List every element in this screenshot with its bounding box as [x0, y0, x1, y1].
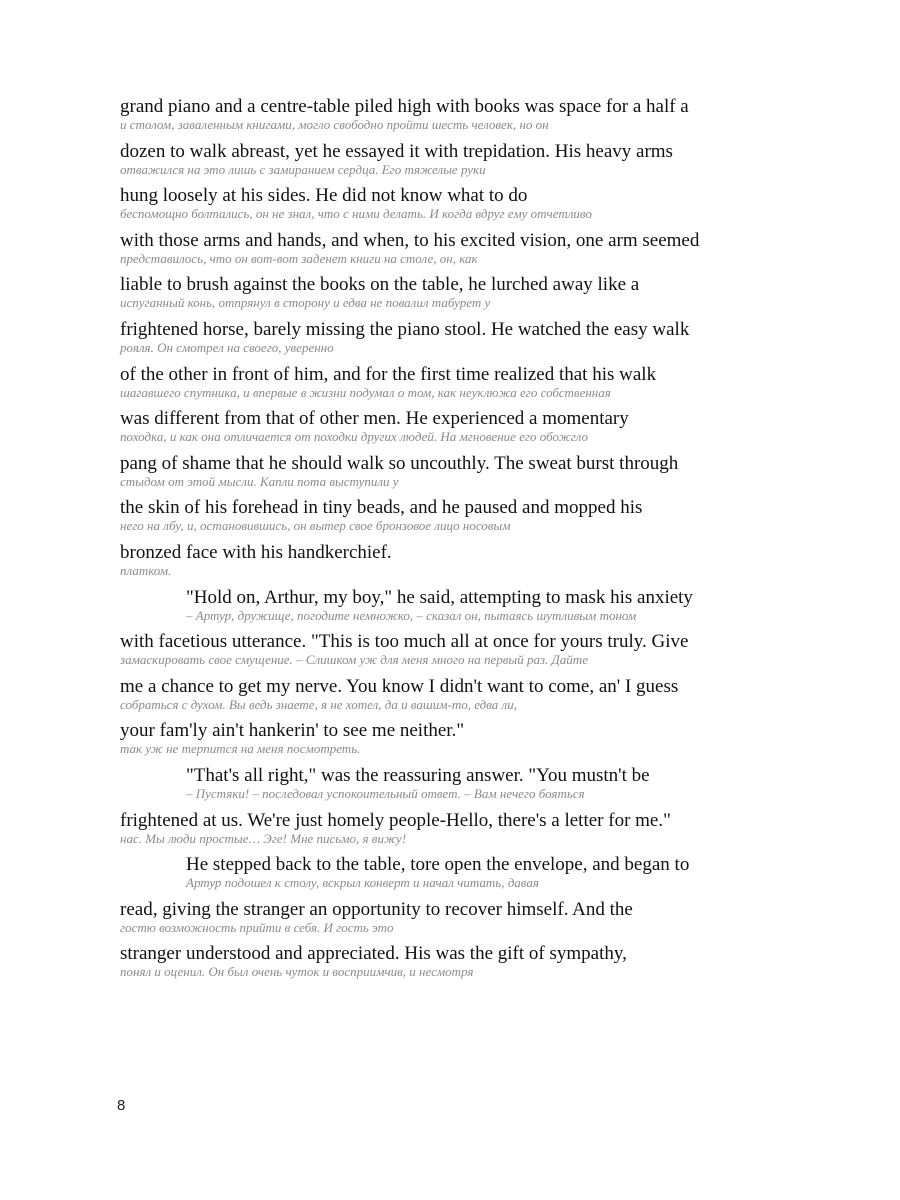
russian-translation-line: гостю возможность прийти в себя. И гость это: [120, 919, 394, 935]
english-line: me a chance to get my nerve. You know I didn't want to come, an' I guess: [120, 675, 679, 697]
english-line: read, giving the stranger an opportunity to recover himself. And the: [120, 898, 633, 920]
line-pair: [120, 630, 760, 675]
english-line: with facetious utterance. "This is too much all at once for yours truly. Give: [120, 631, 689, 653]
russian-translation-line: – Артур, дружище, погодите немножко, – сказал он, пытаясь шутливым тоном: [186, 607, 637, 623]
line-pair: [120, 541, 760, 586]
russian-translation-line: понял и оценил. Он был очень чуток и восприимчив, и несмотря: [120, 964, 474, 980]
english-line: with those arms and hands, and when, to his excited vision, one arm seemed: [120, 229, 700, 251]
english-line: "That's all right," was the reassuring answer. "You mustn't be: [186, 764, 650, 786]
russian-translation-line: и столом, заваленным книгами, могло свободно пройти шесть человек, но он: [120, 117, 549, 132]
english-line: bronzed face with his handkerchief.: [120, 541, 392, 563]
english-line: frightened horse, barely missing the piano stool. He watched the easy walk: [120, 318, 690, 340]
english-line: liable to brush against the books on the table, he lurched away like a: [120, 274, 640, 296]
russian-translation-line: представилось, что он вот-вот заденет книги на столе, он, как: [120, 250, 478, 266]
russian-translation-line: замаскировать свое смущение. – Слишком уж для меня много на первый раз. Дайте: [120, 652, 588, 668]
line-pair: [120, 898, 760, 943]
russian-translation-line: платком.: [120, 562, 172, 578]
english-line: pang of shame that he should walk so uncouthly. The sweat burst through: [120, 452, 679, 474]
line-pair: [120, 95, 760, 140]
line-pair: [120, 764, 760, 809]
line-pair: [120, 942, 760, 987]
english-line: was different from that of other men. He experienced a momentary: [120, 408, 629, 430]
line-pair: [120, 496, 760, 541]
line-pair: [120, 719, 760, 764]
line-pair: [120, 273, 760, 318]
line-pair: [120, 363, 760, 408]
english-line: stranger understood and appreciated. His was the gift of sympathy,: [120, 943, 627, 965]
line-pair: [120, 809, 760, 854]
line-pair: [120, 675, 760, 720]
russian-translation-line: рояля. Он смотрел на своего, уверенно: [120, 339, 334, 355]
english-line: frightened at us. We're just homely people-Hello, there's a letter for me.": [120, 809, 671, 831]
russian-translation-line: беспомощно болтались, он не знал, что с ними делать. И когда вдруг ему отчетливо: [120, 206, 592, 222]
line-pair: [120, 853, 760, 898]
line-pair: [120, 452, 760, 497]
english-line: of the other in front of him, and for the first time realized that his walk: [120, 363, 657, 385]
english-line: grand piano and a centre-table piled high with books was space for a half a: [120, 96, 689, 117]
line-pair: [120, 184, 760, 229]
line-pair: [120, 140, 760, 185]
page-number: 8: [117, 1097, 126, 1114]
russian-translation-line: так уж не терпится на меня посмотреть.: [120, 741, 361, 757]
russian-translation-line: нас. Мы люди простые… Эге! Мне письмо, я вижу!: [120, 830, 407, 846]
english-line: He stepped back to the table, tore open the envelope, and began to: [186, 854, 690, 876]
russian-translation-line: – Пустяки! – последовал успокоительный ответ. – Вам нечего бояться: [186, 785, 585, 801]
russian-translation-line: стыдом от этой мысли. Капли пота выступили у: [120, 473, 399, 489]
english-line: dozen to walk abreast, yet he essayed it with trepidation. His heavy arms: [120, 140, 673, 162]
russian-translation-line: испуганный конь, отпрянул в сторону и едва не повалил табурет у: [120, 295, 491, 311]
russian-translation-line: отважился на это лишь с замиранием сердца. Его тяжелые руки: [120, 161, 486, 177]
english-line: the skin of his forehead in tiny beads, and he paused and mopped his: [120, 497, 643, 519]
russian-translation-line: походка, и как она отличается от походки других людей. На мгновение его обожгло: [120, 429, 588, 445]
russian-translation-line: собраться с духом. Вы ведь знаете, я не хотел, да и вашим-то, едва ли,: [120, 696, 517, 712]
line-pair: [120, 407, 760, 452]
line-pair: [120, 318, 760, 363]
english-line: hung loosely at his sides. He did not know what to do: [120, 185, 528, 207]
english-line: "Hold on, Arthur, my boy," he said, attempting to mask his anxiety: [186, 586, 693, 608]
line-pair: [120, 229, 760, 274]
line-pair: [120, 586, 760, 631]
bilingual-text-body: [120, 95, 760, 987]
russian-translation-line: него на лбу, и, остановившись, он вытер свое бронзовое лицо носовым: [120, 518, 511, 534]
russian-translation-line: шагавшего спутника, и впервые в жизни подумал о том, как неуклюжа его собственная: [120, 384, 611, 400]
english-line: your fam'ly ain't hankerin' to see me neither.": [120, 720, 465, 742]
russian-translation-line: Артур подошел к столу, вскрыл конверт и начал читать, давая: [186, 875, 539, 891]
